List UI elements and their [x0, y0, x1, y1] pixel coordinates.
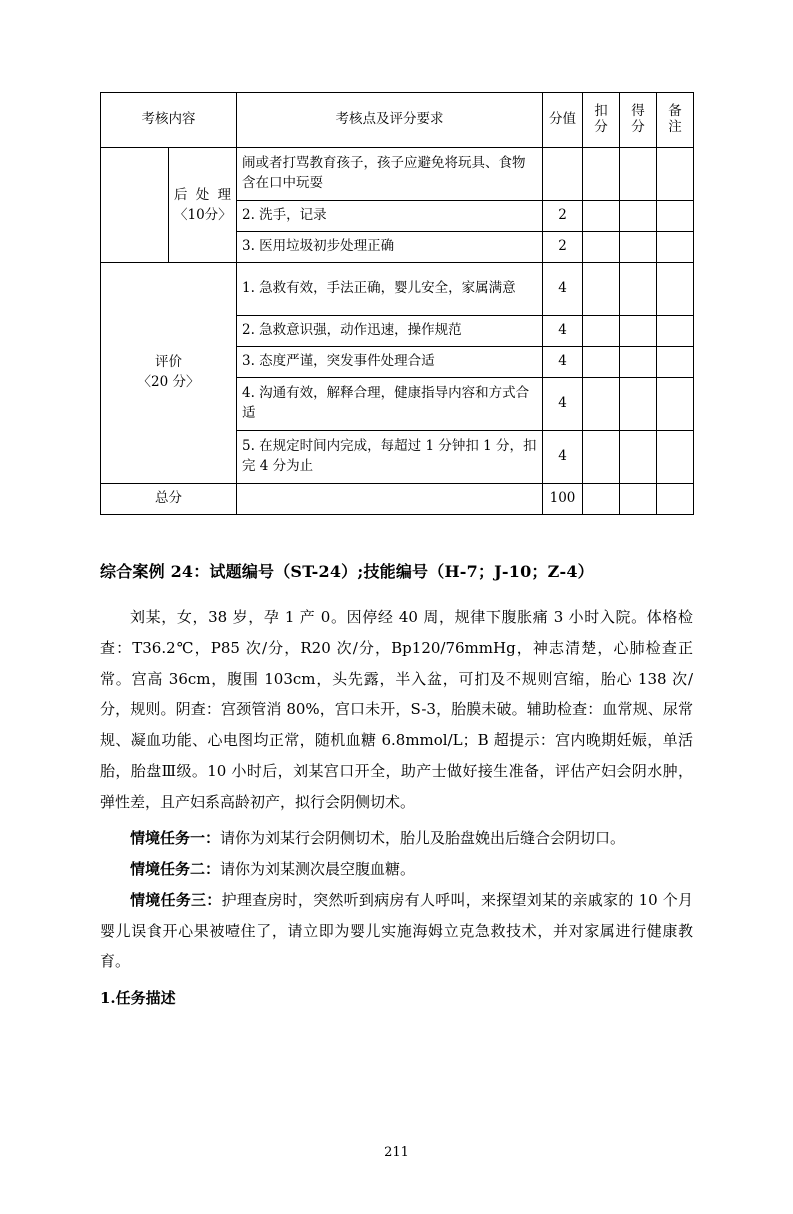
- deduct-value: [583, 148, 620, 201]
- total-note: [657, 484, 694, 515]
- table-row: [101, 263, 694, 316]
- task-1-lead: 情境任务一：: [130, 829, 221, 848]
- note-value: [657, 201, 694, 232]
- task-3-text: 护理查房时，突然听到病房有人呼叫，来探望刘某的亲戚家的 10 个月婴儿误食开心果被噎住了，请立即为婴儿实施海姆立克急救技术，并对家属进行健康教育。: [100, 890, 693, 971]
- got-value: [620, 431, 657, 484]
- got-value: [620, 263, 657, 316]
- note-value: [657, 316, 694, 347]
- note-value: [657, 232, 694, 263]
- deduct-value: [583, 201, 620, 232]
- header-got: 得分: [620, 93, 657, 148]
- score-value: 4: [543, 347, 583, 378]
- case-title: 综合案例 24：试题编号（ST-24）;技能编号（H-7；J-10；Z-4）: [100, 562, 594, 581]
- case-description: 刘某，女，38 岁，孕 1 产 0。因停经 40 周，规律下腹胀痛 3 小时入院。体格检查：T36.2℃，P85 次/分，R20 次/分，Bp120/76mmHg，神志清楚，心肺检查正常。宫高 36cm，腹围 103cm，头先露，半入盆，可扪及不规则宫缩，胎心 138 次/分，规则。阴查：宫颈管消 80%，宫口未开，S-3，胎膜未破。辅助检查：血常规、尿常规、凝血功能、心电图均正常，随机血糖 6.8mmol/L；B 超提示：宫内晚期妊娠，单活胎，胎盘Ⅲ级。10 小时后，刘某宫口开全，助产士做好接生准备，评估产妇会阴水肿，弹性差，且产妇系高龄初产，拟行会阴侧切术。: [100, 608, 693, 811]
- table-row: [101, 148, 694, 201]
- criteria-text: 闹或者打骂教育孩子，孩子应避免将玩具、食物含在口中玩耍: [237, 148, 543, 201]
- criteria-text: 2. 急救意识强，动作迅速，操作规范: [237, 316, 543, 347]
- section-label-evaluation-text: 评价: [155, 354, 182, 371]
- deduct-value: [583, 232, 620, 263]
- task-item-3: [100, 885, 693, 977]
- deduct-value: [583, 316, 620, 347]
- score-value: 4: [543, 378, 583, 431]
- note-value: [657, 378, 694, 431]
- score-value: [543, 148, 583, 201]
- total-score: 100: [543, 484, 583, 515]
- got-value: [620, 378, 657, 431]
- task-2-text: 请你为刘某测次晨空腹血糖。: [220, 860, 416, 878]
- deduct-value: [583, 347, 620, 378]
- task-3-lead: 情境任务三：: [130, 890, 222, 909]
- score-value: 2: [543, 201, 583, 232]
- section-label-evaluation-points: 〈20 分〉: [137, 374, 200, 390]
- header-score: 分值: [543, 93, 583, 148]
- got-value: [620, 232, 657, 263]
- header-content: 考核内容: [101, 93, 237, 148]
- criteria-text: 3. 医用垃圾初步处理正确: [237, 232, 543, 263]
- header-criteria: 考核点及评分要求: [237, 93, 543, 148]
- total-deduct: [583, 484, 620, 515]
- document-page: [0, 92, 793, 1214]
- got-value: [620, 316, 657, 347]
- score-value: 4: [543, 263, 583, 316]
- total-label: 总分: [101, 484, 237, 515]
- score-value: 2: [543, 232, 583, 263]
- page-number: 211: [384, 1145, 409, 1160]
- deduct-value: [583, 431, 620, 484]
- section-a-blank: [101, 148, 169, 263]
- score-value: 4: [543, 316, 583, 347]
- task-item-1: [100, 823, 693, 854]
- section-label-post-handling: 后 处 理〈10分〉: [169, 148, 237, 263]
- task-1-text: 请你为刘某行会阴侧切术，胎儿及胎盘娩出后缝合会阴切口。: [220, 829, 626, 848]
- note-value: [657, 431, 694, 484]
- table-header-row: [101, 93, 694, 148]
- criteria-text: 1. 急救有效，手法正确，婴儿安全，家属满意: [237, 263, 543, 316]
- header-note: 备注: [657, 93, 694, 148]
- note-value: [657, 148, 694, 201]
- criteria-text: 2. 洗手，记录: [237, 201, 543, 232]
- header-deduct: 扣分: [583, 93, 620, 148]
- score-value: 4: [543, 431, 583, 484]
- assessment-score-table: [100, 92, 694, 515]
- deduct-value: [583, 378, 620, 431]
- note-value: [657, 347, 694, 378]
- total-got: [620, 484, 657, 515]
- section-label-evaluation: [101, 263, 237, 484]
- task-2-lead: 情境任务二：: [130, 860, 221, 878]
- section-sub-heading: 1.任务描述: [100, 989, 176, 1007]
- criteria-text: 4. 沟通有效，解释合理，健康指导内容和方式合适: [237, 378, 543, 431]
- got-value: [620, 201, 657, 232]
- total-blank: [237, 484, 543, 515]
- table-total-row: [101, 484, 694, 515]
- task-item-2: [100, 854, 693, 885]
- got-value: [620, 347, 657, 378]
- note-value: [657, 263, 694, 316]
- got-value: [620, 148, 657, 201]
- criteria-text: 5. 在规定时间内完成，每超过 1 分钟扣 1 分，扣完 4 分为止: [237, 431, 543, 484]
- criteria-text: 3. 态度严谨，突发事件处理合适: [237, 347, 543, 378]
- deduct-value: [583, 263, 620, 316]
